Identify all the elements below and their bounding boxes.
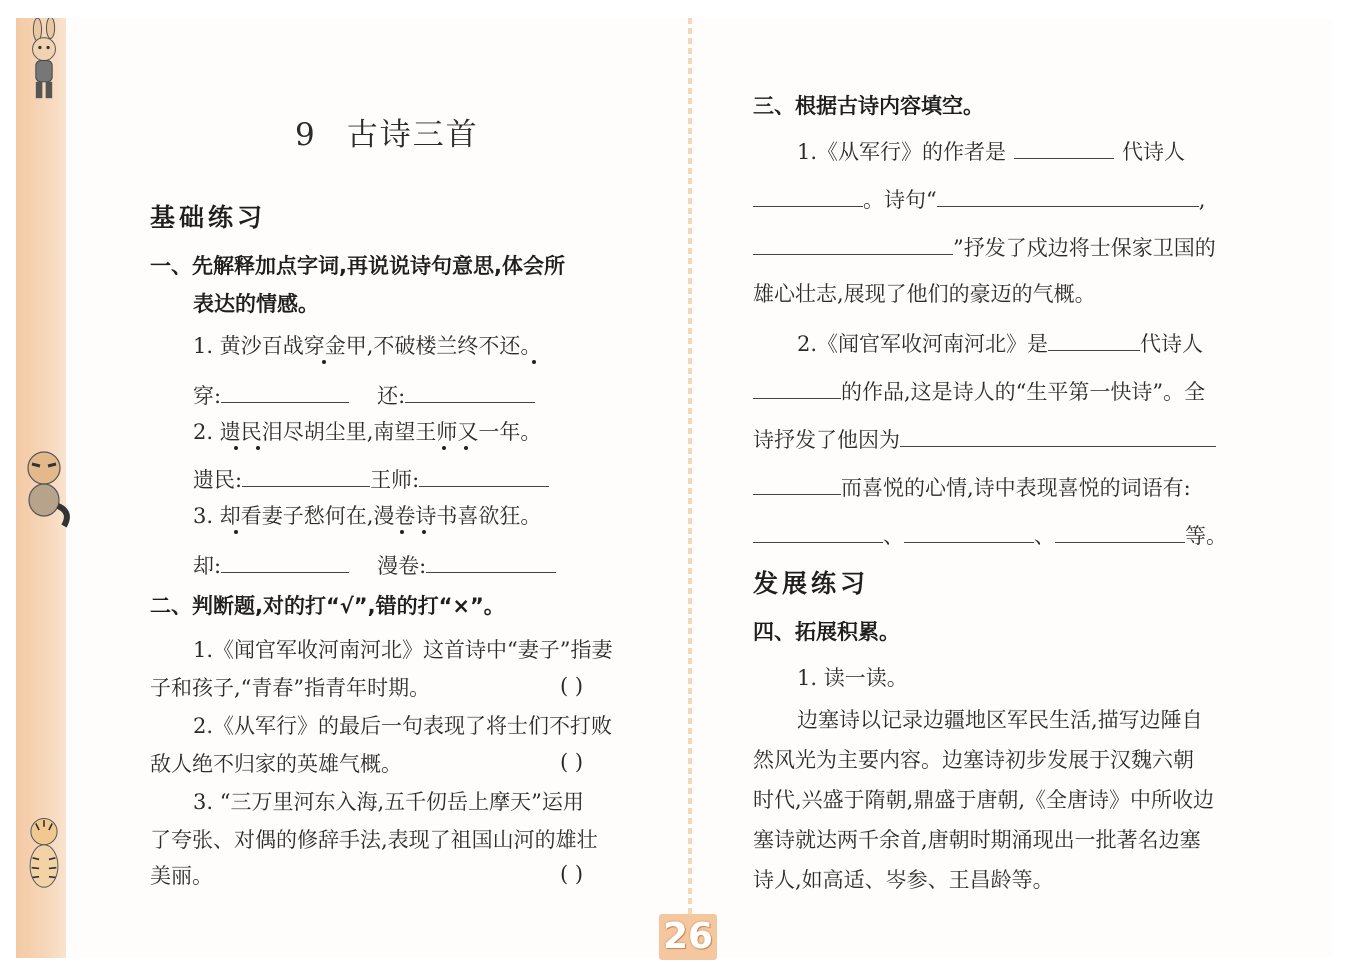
lesson-title	[295, 115, 479, 155]
emphasis-dots-3	[0, 530, 700, 536]
answer-blank[interactable]	[904, 520, 1034, 543]
lesson-title-text: 古诗三首	[346, 117, 479, 153]
word-label: 遗民:	[193, 468, 243, 492]
raccoon-mascot-icon	[14, 446, 74, 536]
separator: 、	[883, 524, 904, 548]
fill-text: ”抒发了戍边将士保家卫国的	[953, 236, 1216, 260]
word-row-3	[193, 550, 556, 580]
poem-line-1: 1. 黄沙百战穿金甲,不破楼兰终不还。	[193, 334, 542, 358]
fill-row-2	[753, 184, 1205, 214]
word-row-1	[193, 380, 535, 410]
poem-line-3: 3. 却看妻子愁何在,漫卷诗书喜欲狂。	[193, 504, 542, 528]
judge-item-3-line1: 3. “三万里河东入海,五千仞岳上摩天”运用	[193, 790, 584, 814]
answer-paren-3[interactable]: ( )	[560, 862, 584, 886]
fill-text: 。诗句“	[863, 188, 937, 212]
answer-blank[interactable]	[221, 550, 349, 573]
fill-row-5	[797, 328, 1203, 358]
answer-blank[interactable]	[753, 520, 883, 543]
separator: 、	[1034, 524, 1055, 548]
answer-blank[interactable]	[753, 232, 953, 255]
reading-para-line-3: 时代,兴盛于隋朝,鼎盛于唐朝,《全唐诗》中所收边	[753, 788, 1215, 812]
fill-text: 而喜悦的心情,诗中表现喜悦的词语有:	[841, 476, 1191, 500]
fill-row-6	[753, 376, 1205, 406]
word-label: 却:	[193, 554, 222, 578]
answer-blank[interactable]	[900, 424, 1216, 447]
fill-text: 1.《从军行》的作者是	[797, 140, 1007, 164]
answer-paren-1[interactable]: ( )	[560, 674, 584, 698]
fill-text: 代诗人	[1122, 140, 1186, 164]
q2-heading: 二、判断题,对的打“√”,错的打“×”。	[150, 594, 505, 618]
reading-para-line-4: 塞诗就达两千余首,唐朝时期涌现出一批著名边塞	[753, 828, 1201, 852]
fill-text: 的作品,这是诗人的“生平第一快诗”。全	[841, 380, 1206, 404]
judge-item-1-line1: 1.《闻官军收河南河北》这首诗中“妻子”指妻	[193, 638, 613, 662]
rabbit-mascot-icon	[14, 18, 74, 108]
fill-row-3	[753, 232, 1216, 262]
answer-paren-2[interactable]: ( )	[560, 750, 584, 774]
page-number: 26	[659, 914, 717, 960]
emphasis-dots-2	[0, 446, 700, 452]
answer-blank[interactable]	[1014, 136, 1114, 159]
judge-item-3-line2: 了夸张、对偶的修辞手法,表现了祖国山河的雄壮	[150, 828, 598, 852]
answer-blank[interactable]	[426, 550, 556, 573]
word-label: 漫卷:	[377, 554, 427, 578]
poem-line-2: 2. 遗民泪尽胡尘里,南望王师又一年。	[193, 420, 542, 444]
reading-para-line-1: 边塞诗以记录边疆地区军民生活,描写边陲自	[797, 708, 1203, 732]
judge-item-1-line2: 子和孩子,“青春”指青年时期。	[150, 676, 431, 700]
fill-text: 2.《闻官军收河南河北》是	[797, 332, 1049, 356]
answer-blank[interactable]	[242, 464, 370, 487]
answer-blank[interactable]	[221, 380, 349, 403]
section-development-practice: 发展练习	[753, 569, 870, 598]
q4-sub-read: 1. 读一读。	[797, 666, 908, 690]
fill-text: 等。	[1185, 524, 1227, 548]
judge-item-3-line3: 美丽。	[150, 864, 213, 888]
word-label: 穿:	[193, 384, 222, 408]
reading-para-line-2: 然风光为主要内容。边塞诗初步发展于汉魏六朝	[753, 748, 1194, 772]
tiger-mascot-icon	[14, 812, 74, 902]
answer-blank[interactable]	[753, 472, 841, 495]
answer-blank[interactable]	[937, 184, 1199, 207]
word-label: 还:	[377, 384, 406, 408]
judge-item-2-line1: 2.《从军行》的最后一句表现了将士们不打败	[193, 714, 613, 738]
word-label: 王师:	[370, 468, 420, 492]
answer-blank[interactable]	[753, 184, 863, 207]
fill-row-7	[753, 424, 1216, 454]
answer-blank[interactable]	[405, 380, 535, 403]
q3-heading: 三、根据古诗内容填空。	[753, 94, 984, 118]
answer-blank[interactable]	[419, 464, 549, 487]
fill-text: 代诗人	[1140, 332, 1204, 356]
q4-heading: 四、拓展积累。	[753, 620, 900, 644]
fill-text: 诗抒发了他因为	[753, 428, 900, 452]
word-row-2	[193, 464, 549, 494]
fill-row-9	[753, 520, 1227, 550]
answer-blank[interactable]	[1048, 328, 1140, 351]
fill-row-4: 雄心壮志,展现了他们的豪迈的气概。	[753, 282, 1096, 306]
q1-heading-line1: 一、先解释加点字词,再说说诗句意思,体会所	[150, 254, 565, 278]
reading-para-line-5: 诗人,如高适、岑参、王昌龄等。	[753, 868, 1054, 892]
q1-heading-line2: 表达的情感。	[193, 292, 319, 316]
fill-row-1	[797, 136, 1185, 166]
answer-blank[interactable]	[753, 376, 841, 399]
fill-text: ,	[1198, 188, 1206, 212]
fill-row-8	[753, 472, 1191, 502]
answer-blank[interactable]	[1055, 520, 1185, 543]
emphasis-dots-1	[0, 360, 700, 366]
section-basic-practice: 基础练习	[150, 203, 267, 232]
lesson-number: 9	[295, 117, 317, 153]
judge-item-2-line2: 敌人绝不归家的英雄气概。	[150, 752, 402, 776]
